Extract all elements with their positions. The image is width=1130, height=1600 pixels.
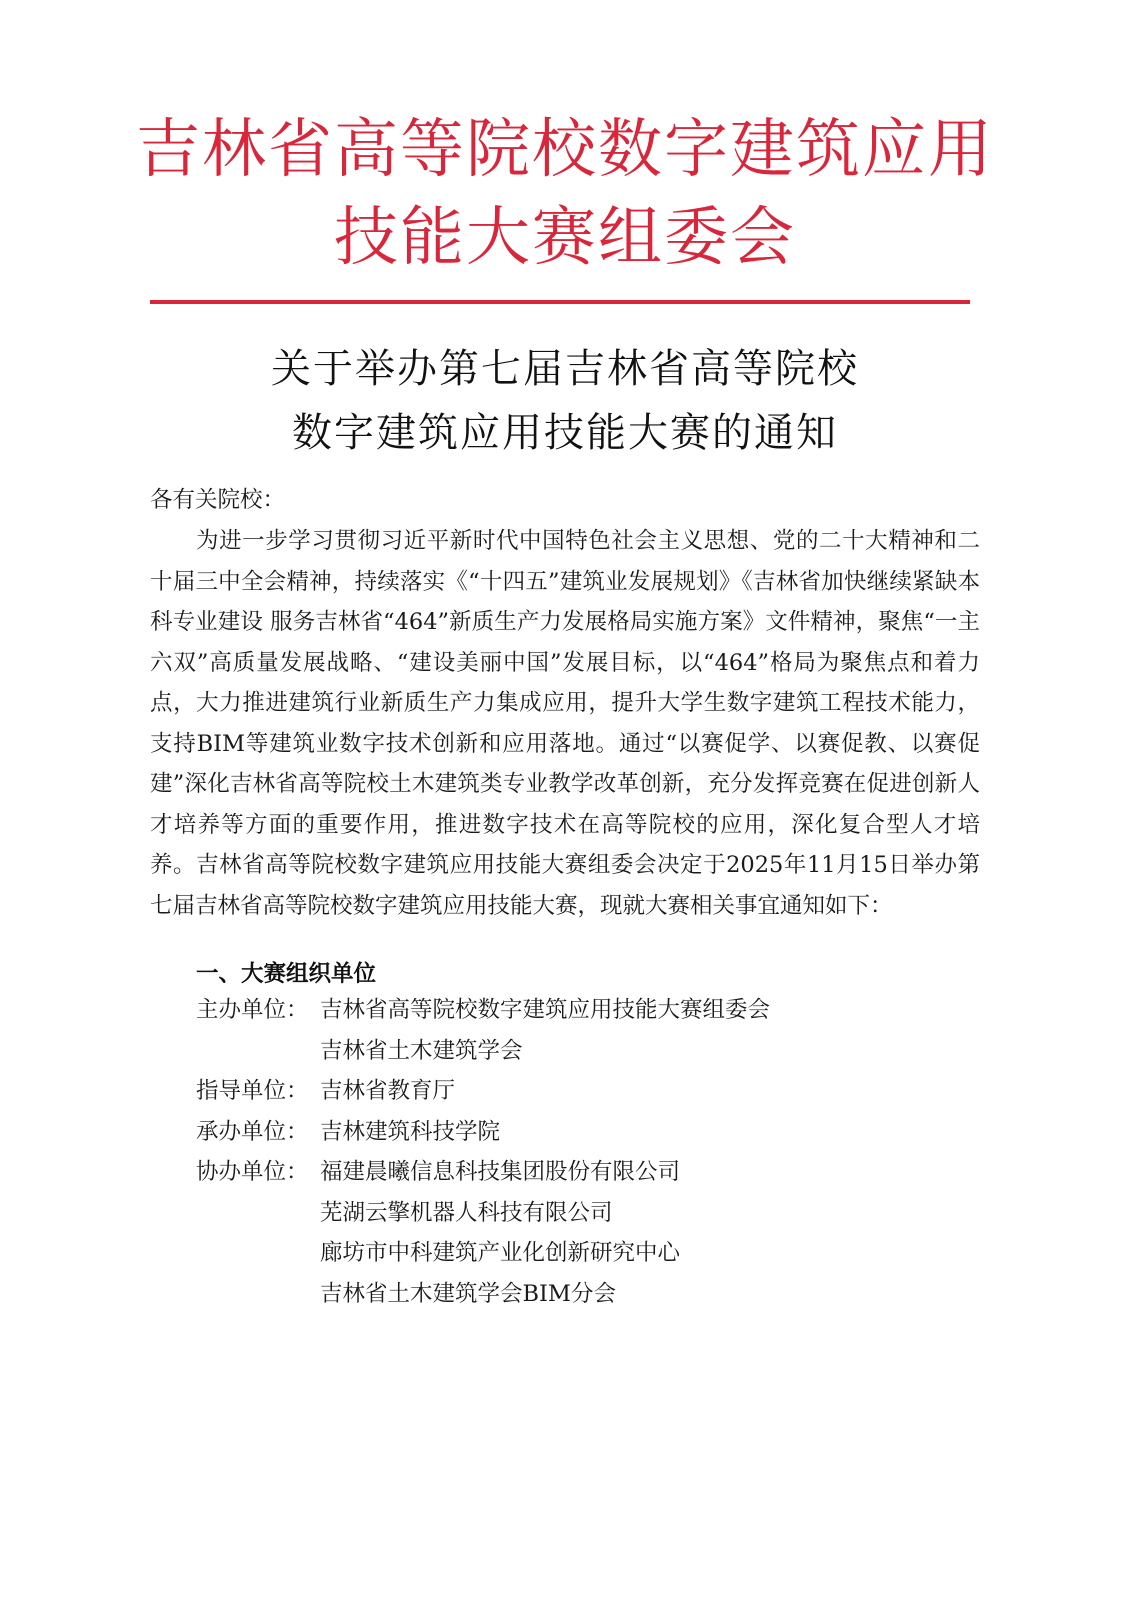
- issuer-header-line2: 技能大赛组委会: [334, 201, 796, 275]
- organizer-value: 吉林建筑科技学院: [320, 1118, 501, 1145]
- organizer-row-undertaker: [196, 1112, 956, 1153]
- organizer-value: 吉林省高等院校数字建筑应用技能大赛组委会: [320, 997, 771, 1023]
- body-paragraph: 为进一步学习贯彻习近平新时代中国特色社会主义思想、党的二十大精神和二十届三中全会精神，持续落实《“十四五”建筑业发展规划》《吉林省加快继续紧缺本科专业建设 服务吉林省“464”新质生产力发展格局实施方案》文件精神，聚焦“一主六双”高质量发展战略、“建设美丽中国”发展目标，以“464”格局为聚焦点和着力点，大力推进建筑行业新质生产力集成应用，提升大学生数字建筑工程技术能力，支持BIM等建筑业数字技术创新和应用落地。通过“以赛促学、以赛促教、以赛促建”深化吉林省高等院校土木建筑类专业教学改革创新，充分发挥竞赛在促进创新人才培养等方面的重要作用，推进数字技术在高等院校的应用，深化复合型人才培养。吉林省高等院校数字建筑应用技能大赛组委会决定于2025年11月15日举办第七届吉林省高等院校数字建筑应用技能大赛，现就大赛相关事宜通知如下：: [150, 528, 980, 919]
- organizer-value: 吉林省土木建筑学会BIM分会: [320, 1280, 616, 1307]
- salutation: 各有关院校：: [150, 487, 286, 513]
- organizer-row-guidance: [196, 1071, 956, 1112]
- issuer-header-line1: 吉林省高等院校数字建筑应用: [136, 113, 994, 187]
- organizer-row-host: [196, 990, 956, 1071]
- organizer-label: 主办单位：: [196, 997, 309, 1023]
- organizer-label: 协办单位：: [196, 1159, 309, 1185]
- organizer-value: 福建晨曦信息科技集团股份有限公司: [320, 1159, 681, 1185]
- organizer-label: 承办单位：: [196, 1118, 309, 1145]
- section-heading-organizers: 一、大赛组织单位: [196, 961, 377, 987]
- organizer-value: 吉林省土木建筑学会: [320, 1037, 523, 1064]
- organizer-value: 吉林省教育厅: [320, 1078, 456, 1104]
- red-divider-rule: [150, 300, 970, 304]
- organizer-row-co-organizer: [196, 1152, 956, 1314]
- organizer-list: [196, 990, 956, 1314]
- organizer-value: 廊坊市中科建筑产业化创新研究中心: [320, 1240, 681, 1266]
- notice-title-line2: 数字建筑应用技能大赛的通知: [292, 410, 838, 456]
- notice-title-line1: 关于举办第七届吉林省高等院校: [271, 346, 859, 392]
- organizer-label: 指导单位：: [196, 1078, 309, 1104]
- organizer-value: 芜湖云擎机器人科技有限公司: [320, 1199, 613, 1226]
